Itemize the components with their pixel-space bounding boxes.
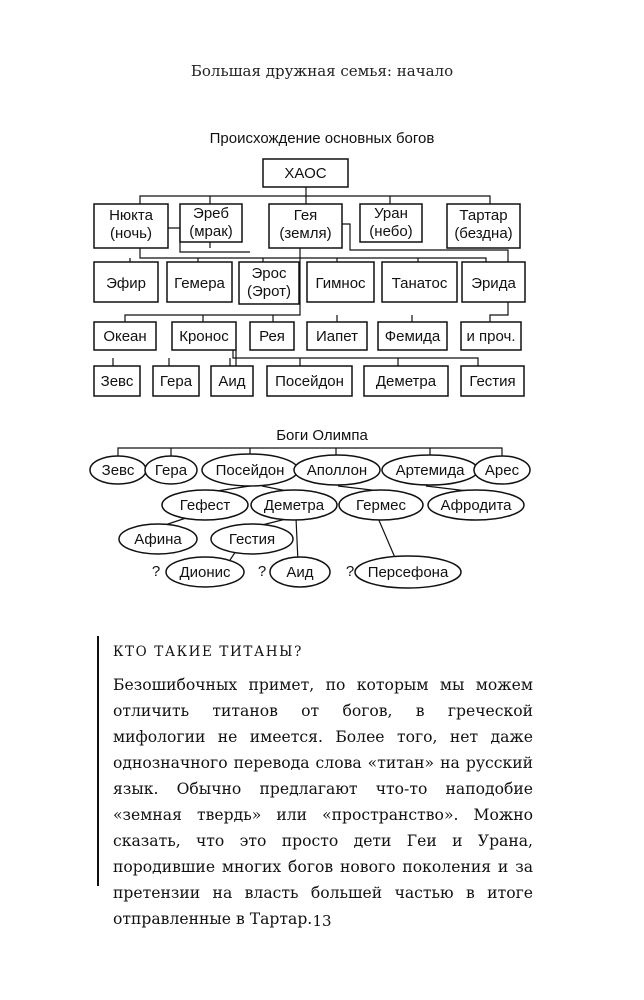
olympus-node-zevs-label: Зевс	[101, 462, 135, 479]
node-uran-sub: (небо)	[369, 223, 413, 240]
node-ereb-sub: (мрак)	[189, 223, 233, 240]
olympus-node-ares	[474, 456, 530, 484]
node-iapet-label: Иапет	[316, 328, 358, 345]
olympus-node-apollon	[294, 455, 380, 485]
node-geya-sub: (земля)	[279, 225, 332, 242]
node-kronos-label: Кронос	[179, 328, 229, 345]
olympus-node-poseidon-label: Посейдон	[215, 462, 285, 479]
section-heading: КТО ТАКИЕ ТИТАНЫ?	[113, 644, 303, 660]
node-ereb-label: Эреб	[193, 205, 229, 222]
node-chaos-label: ХАОС	[284, 165, 327, 182]
olympus-node-gefest-label: Гефест	[179, 497, 231, 514]
node-tartar-label: Тартар	[459, 207, 508, 224]
node-gera-label: Гера	[159, 373, 193, 390]
page-number: 13	[312, 912, 332, 930]
node-aid	[211, 366, 253, 396]
olympus-node-persefona-label: Персефона	[367, 564, 449, 581]
node-aid-label: Аид	[218, 373, 246, 390]
node-eros-label: Эрос	[251, 265, 287, 282]
question-mark-dionis: ?	[151, 563, 161, 580]
node-okean	[94, 322, 156, 350]
node-femida	[378, 322, 447, 350]
node-gimnos	[307, 262, 374, 302]
olympus-node-poseidon	[202, 454, 298, 486]
olympus-node-gera-label: Гера	[154, 462, 188, 479]
node-nyukta	[94, 204, 168, 248]
olympus-node-gestia-label: Гестия	[228, 531, 276, 548]
node-gestia	[461, 366, 524, 396]
node-geya	[269, 204, 342, 248]
node-nyukta-sub: (ночь)	[110, 225, 152, 242]
genealogy-title: Происхождение основных богов	[209, 130, 435, 147]
node-reya-label: Рея	[259, 328, 285, 345]
node-poseidon-label: Посейдон	[275, 373, 344, 390]
node-chaos	[263, 159, 348, 187]
olympus-node-dionis-label: Дионис	[179, 564, 231, 581]
olympus-node-dionis	[166, 557, 244, 587]
node-gera	[153, 366, 199, 396]
olympus-node-afrodita-label: Афродита	[440, 497, 512, 514]
node-ereb	[180, 204, 242, 242]
node-prochie	[461, 322, 521, 350]
node-erida-label: Эрида	[471, 275, 516, 292]
olympus-node-afrodita	[428, 490, 524, 520]
node-iapet	[307, 322, 367, 350]
node-tanatos	[382, 262, 457, 302]
olympus-node-apollon-label: Аполлон	[306, 462, 368, 479]
node-tartar	[447, 204, 520, 248]
node-poseidon	[267, 366, 352, 396]
olympus-node-germes-label: Гермес	[356, 497, 406, 514]
olympus-node-aid-label: Аид	[286, 564, 314, 581]
node-uran-label: Уран	[374, 205, 408, 222]
olympus-node-gera	[145, 456, 197, 484]
node-gestia-label: Гестия	[469, 373, 516, 390]
node-eros	[239, 262, 299, 304]
node-tartar-sub: (бездна)	[454, 225, 513, 242]
olympus-node-artemida-label: Артемида	[395, 462, 465, 479]
olympus-node-aid	[270, 557, 330, 587]
olympus-node-demetra	[251, 490, 337, 520]
olympus-node-gestia	[211, 524, 293, 554]
olympus-node-demetra-label: Деметра	[263, 497, 325, 514]
olympus-node-gefest	[162, 490, 248, 520]
node-zevs	[94, 366, 140, 396]
node-gemera-label: Гемера	[174, 275, 225, 292]
node-prochie-label: и проч.	[466, 328, 516, 345]
olympus-title: Боги Олимпа	[276, 427, 368, 444]
node-zevs-label: Зевс	[100, 373, 134, 390]
node-gemera	[167, 262, 232, 302]
node-okean-label: Океан	[103, 328, 147, 345]
section-paragraph: Безошибочных примет, по которым мы можем отличить титанов от богов, в греческой мифологии не имеется. Более того, нет даже однозначного перевода слова «титан» на русский язык. Обычно предлагают что-то наподобие «земная твердь» или «пространство». Можно сказать, что это просто дети Геи и Урана, породившие многих богов нового поколения и за претензии на власть большей частью в итоге отправленные в Тартар.	[113, 676, 533, 928]
olympus-node-zevs	[90, 456, 146, 484]
running-head: Большая дружная семья: начало	[190, 62, 454, 80]
node-efir-label: Эфир	[106, 275, 146, 292]
olympus-node-afina-label: Афина	[134, 531, 182, 548]
node-kronos	[172, 322, 236, 350]
olympus-node-afina	[119, 524, 197, 554]
node-erida	[462, 262, 525, 302]
node-efir	[94, 262, 158, 302]
question-mark-persefona: ?	[345, 563, 355, 580]
olympus-node-artemida	[382, 455, 478, 485]
olympus-node-germes	[339, 490, 423, 520]
node-eros-sub: (Эрот)	[247, 283, 291, 300]
olympus-node-persefona	[355, 556, 461, 588]
node-gimnos-label: Гимнос	[315, 275, 366, 292]
node-geya-label: Гея	[293, 207, 318, 224]
node-demetra-label: Деметра	[375, 373, 437, 390]
node-nyukta-label: Нюкта	[109, 207, 153, 224]
olympus-node-ares-label: Арес	[484, 462, 520, 479]
node-femida-label: Фемида	[384, 328, 441, 345]
node-uran	[360, 204, 422, 242]
node-demetra	[364, 366, 448, 396]
question-mark-aid: ?	[257, 563, 267, 580]
node-tanatos-label: Танатос	[391, 275, 448, 292]
node-reya	[250, 322, 294, 350]
